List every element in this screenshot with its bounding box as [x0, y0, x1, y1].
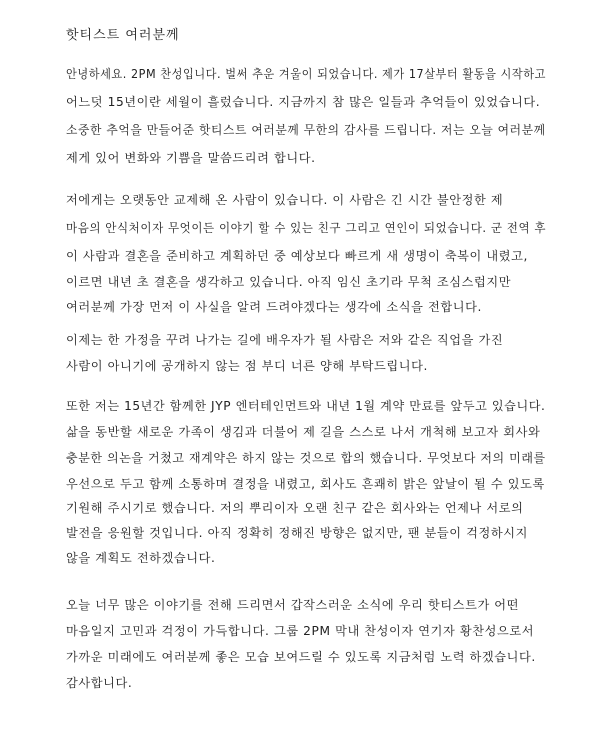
letter-line: 어느덧 15년이란 세월이 흘렀습니다. 지금까지 참 많은 일들과 추억들이 있었습니다. [66, 95, 541, 109]
letter-line: 소중한 추억을 만들어준 핫티스트 여러분께 무한의 감사를 드립니다. 저는 오늘 여러분께 [66, 123, 546, 137]
letter-line: 가까운 미래에도 여러분께 좋은 모습 보여드릴 수 있도록 지금처럼 노력 하겠습니다. [66, 650, 536, 664]
letter-line: 이르면 내년 초 결혼을 생각하고 있습니다. 아직 임신 초기라 무척 조심스럽지만 [66, 275, 512, 289]
letter-line: 발전을 응원할 것입니다. 아직 정확히 정해진 방향은 없지만, 팬 분들이 걱정하시지 [66, 526, 529, 540]
letter-line: 마음일지 고민과 걱정이 가득합니다. 그룹 2PM 막내 찬성이자 연기자 황찬성으로서 [66, 624, 535, 638]
letter-line: 마음의 안식처이자 무엇이든 이야기 할 수 있는 친구 그리고 연인이 되었습니다. 군 전역 후 [66, 221, 547, 235]
letter-line: 또한 저는 15년간 함께한 JYP 엔터테인먼트와 내년 1월 계약 만료를 앞두고 있습니다. [66, 399, 546, 413]
letter-line: 삶을 동반할 새로운 가족이 생김과 더불어 제 길을 스스로 나서 개척해 보고자 회사와 [66, 425, 541, 439]
letter-closing: 감사합니다. [66, 676, 133, 690]
letter-line: 여러분께 가장 먼저 이 사실을 알려 드려야겠다는 생각에 소식을 전합니다. [66, 300, 482, 314]
letter-line: 저에게는 오랫동안 교제해 온 사람이 있습니다. 이 사람은 긴 시간 불안정한 제 [66, 193, 504, 207]
letter-line: 우선으로 두고 함께 소통하며 결정을 내렸고, 회사도 흔쾌히 밝은 앞날이 될 수 있도록 [66, 477, 545, 491]
letter-line: 기원해 주시기로 했습니다. 저의 뿌리이자 오랜 친구 같은 회사와는 언제나 서로의 [66, 501, 524, 515]
letter-line: 제게 있어 변화와 기쁨을 말씀드리려 합니다. [66, 151, 316, 165]
letter-line: 이 사람과 결혼을 준비하고 계획하던 중 예상보다 빠르게 새 생명이 축복이 내렸고, [66, 249, 529, 263]
letter-line: 이제는 한 가정을 꾸려 나가는 길에 배우자가 될 사람은 저와 같은 직업을 가진 [66, 333, 504, 347]
letter-line: 사람이 아니기에 공개하지 않는 점 부디 너른 양해 부탁드립니다. [66, 359, 428, 373]
letter-line: 오늘 너무 많은 이야기를 전해 드리면서 갑작스러운 소식에 우리 핫티스트가 어떤 [66, 598, 520, 612]
letter-line: 충분한 의논을 거쳤고 재계약은 하지 않는 것으로 합의 했습니다. 무엇보다 저의 미래를 [66, 451, 546, 465]
letter-line: 안녕하세요. 2PM 찬성입니다. 벌써 추운 겨울이 되었습니다. 제가 17살부터 활동을 시작하고 [66, 67, 546, 81]
letter-salutation: 핫티스트 여러분께 [66, 28, 180, 43]
letter-line: 않을 계획도 전하겠습니다. [66, 551, 216, 565]
